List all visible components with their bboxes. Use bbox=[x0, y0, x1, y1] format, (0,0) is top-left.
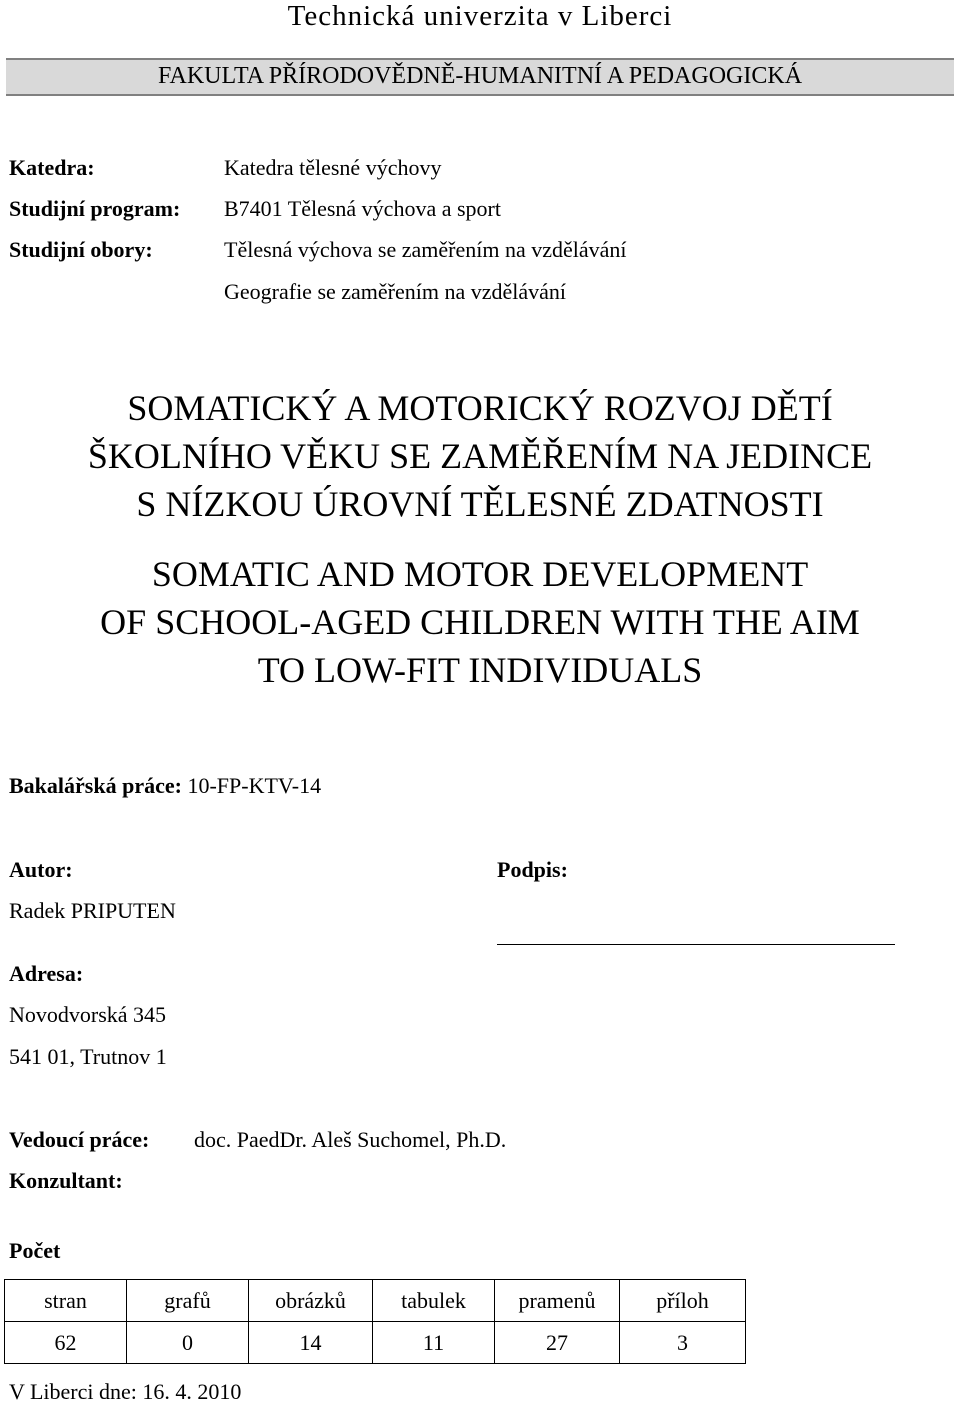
thesis-code: 10-FP-KTV-14 bbox=[187, 773, 322, 798]
author-label: Autor: bbox=[9, 857, 73, 882]
department-label: Katedra: bbox=[9, 155, 95, 180]
title-cz-line-3: S NÍZKOU ÚROVNÍ TĚLESNÉ ZDATNOSTI bbox=[136, 484, 824, 524]
counts-header-row bbox=[5, 1280, 746, 1322]
program-label: Studijní program: bbox=[9, 196, 181, 221]
counts-label: Počet bbox=[9, 1238, 61, 1263]
thesis-label: Bakalářská práce: bbox=[9, 773, 182, 798]
university-name: Technická univerzita v Liberci bbox=[287, 0, 673, 32]
count-value-sources: 27 bbox=[495, 1322, 620, 1364]
faculty-name: FAKULTA PŘÍRODOVĚDNĚ-HUMANITNÍ A PEDAGOGICKÁ bbox=[157, 63, 803, 89]
count-header-charts: grafů bbox=[127, 1280, 249, 1322]
counts-table bbox=[4, 1279, 746, 1364]
field-value-1: Tělesná výchova se zaměřením na vzdělávání bbox=[224, 237, 627, 262]
count-header-tables: tabulek bbox=[373, 1280, 495, 1322]
title-cz-line-2: ŠKOLNÍHO VĚKU SE ZAMĚŘENÍM NA JEDINCE bbox=[87, 436, 873, 476]
title-en-line-2: OF SCHOOL-AGED CHILDREN WITH THE AIM bbox=[100, 602, 860, 642]
count-value-appendices: 3 bbox=[620, 1322, 746, 1364]
place-date: V Liberci dne: 16. 4. 2010 bbox=[9, 1379, 242, 1404]
address-line-2: 541 01, Trutnov 1 bbox=[9, 1044, 167, 1069]
supervisor-name: doc. PaedDr. Aleš Suchomel, Ph.D. bbox=[194, 1127, 507, 1152]
signature-line bbox=[497, 944, 895, 945]
thesis-line bbox=[9, 772, 321, 800]
title-en-line-3: TO LOW-FIT INDIVIDUALS bbox=[257, 650, 703, 690]
count-value-tables: 11 bbox=[373, 1322, 495, 1364]
count-value-charts: 0 bbox=[127, 1322, 249, 1364]
count-value-images: 14 bbox=[249, 1322, 373, 1364]
supervisor-label: Vedoucí práce: bbox=[9, 1127, 150, 1152]
field-value-2: Geografie se zaměřením na vzdělávání bbox=[224, 279, 567, 304]
department-value: Katedra tělesné výchovy bbox=[224, 155, 442, 180]
address-label: Adresa: bbox=[9, 961, 84, 986]
title-en-line-1: SOMATIC AND MOTOR DEVELOPMENT bbox=[151, 554, 809, 594]
count-header-pages: stran bbox=[5, 1280, 127, 1322]
address-line-1: Novodvorská 345 bbox=[9, 1002, 167, 1027]
signature-label: Podpis: bbox=[497, 857, 568, 882]
fields-label: Studijní obory: bbox=[9, 237, 153, 262]
count-header-images: obrázků bbox=[249, 1280, 373, 1322]
consultant-label: Konzultant: bbox=[9, 1168, 123, 1193]
counts-value-row bbox=[5, 1322, 746, 1364]
author-name: Radek PRIPUTEN bbox=[9, 898, 176, 923]
count-value-pages: 62 bbox=[5, 1322, 127, 1364]
count-header-sources: pramenů bbox=[495, 1280, 620, 1322]
program-value: B7401 Tělesná výchova a sport bbox=[224, 196, 501, 221]
count-header-appendices: příloh bbox=[620, 1280, 746, 1322]
title-cz-line-1: SOMATICKÝ A MOTORICKÝ ROZVOJ DĚTÍ bbox=[127, 388, 833, 428]
